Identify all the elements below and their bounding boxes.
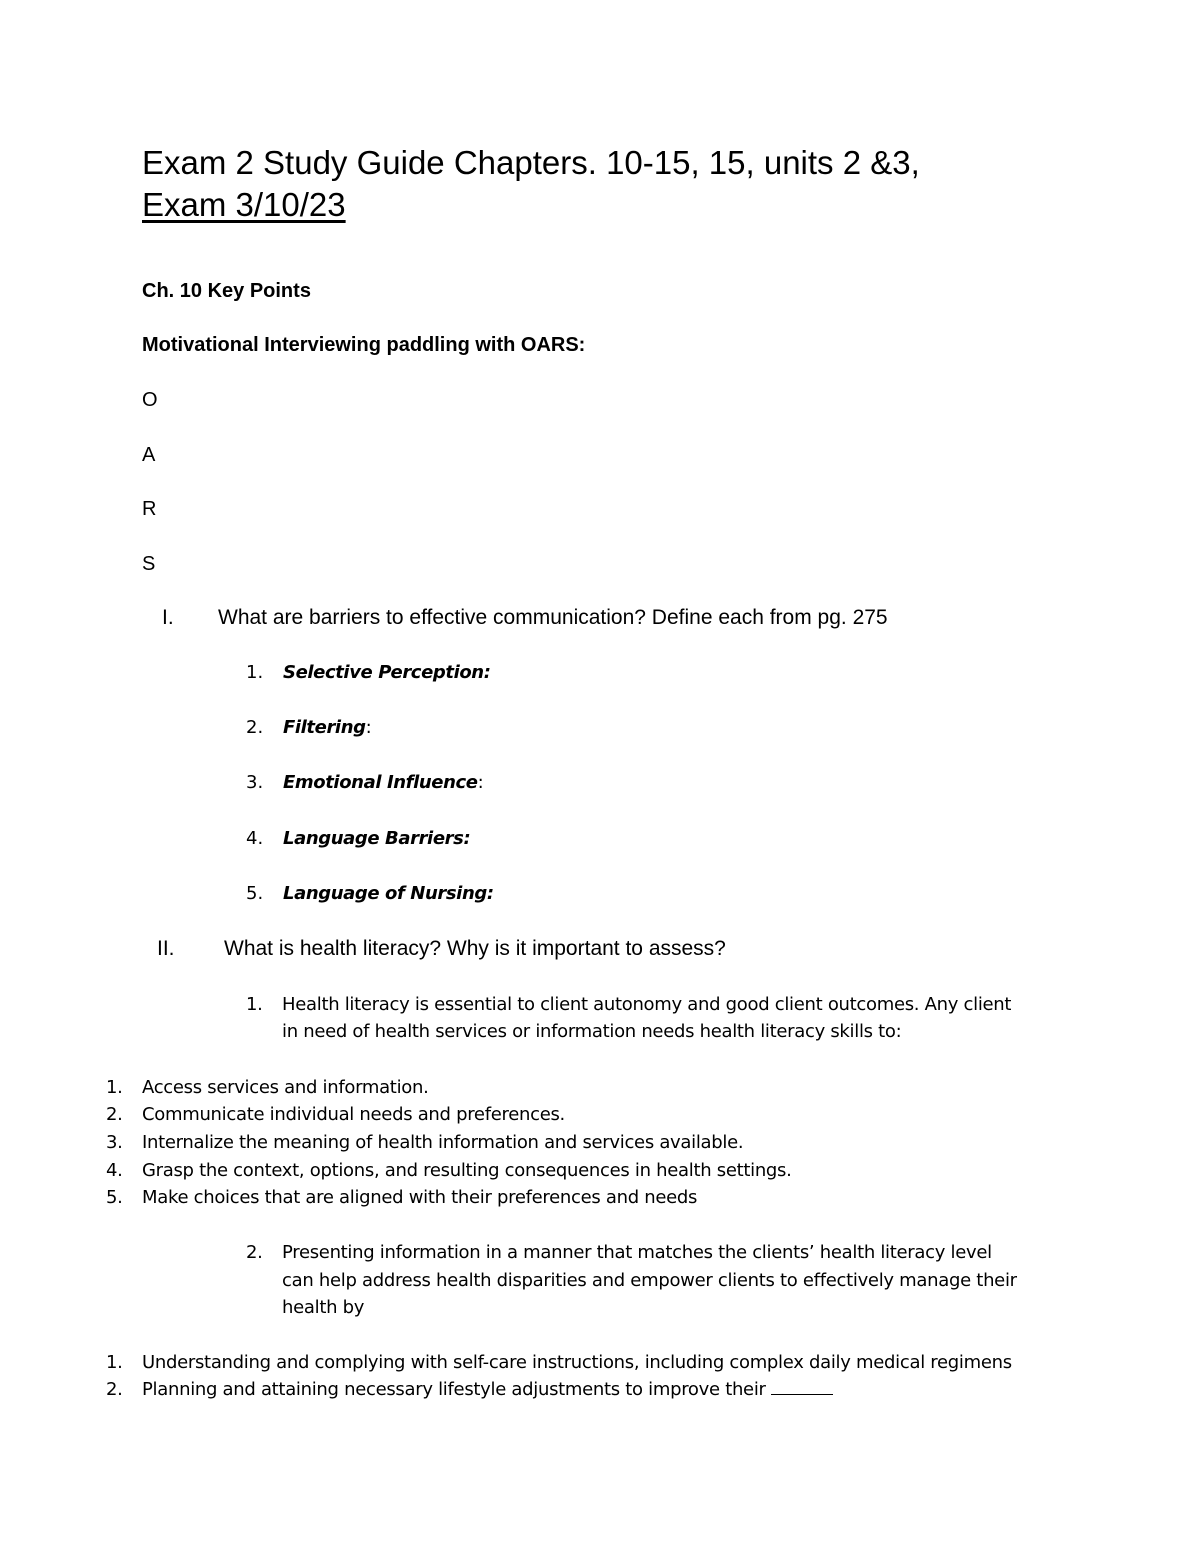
point-2-number: 2. (246, 1242, 263, 1263)
list-text: Make choices that are aligned with their preferences and needs (142, 1187, 698, 1208)
list-text: Access services and information. (142, 1077, 429, 1098)
barrier-number: 3. (246, 772, 264, 793)
list-number: 5. (106, 1187, 123, 1208)
barrier-term: Selective Perception (283, 662, 484, 683)
section-heading: Ch. 10 Key Points (142, 280, 311, 302)
point-2-line-3: health by (282, 1297, 365, 1318)
barrier-term: Language Barriers (283, 828, 464, 849)
list-text: Grasp the context, options, and resulting consequences in health settings. (142, 1160, 792, 1181)
list-text: Internalize the meaning of health information and services available. (142, 1132, 744, 1153)
question-2-marker: II. (157, 937, 175, 960)
list-item (106, 1132, 743, 1153)
question-1-marker: I. (162, 606, 174, 629)
title-line-2: Exam 3/10/23 (142, 186, 346, 223)
oars-letter-r: R (142, 498, 157, 520)
barrier-number: 5. (246, 883, 264, 904)
barrier-number: 2. (246, 717, 264, 738)
oars-letter-s: S (142, 553, 156, 575)
list-number: 4. (106, 1160, 123, 1181)
document-title (142, 142, 920, 226)
list-item (106, 1077, 429, 1098)
list-text: Understanding and complying with self-care instructions, including complex daily medical regimens (142, 1352, 1012, 1373)
barrier-colon: : (463, 828, 471, 849)
barrier-colon: : (483, 662, 491, 683)
barrier-term: Filtering (283, 717, 366, 738)
list-item (106, 1104, 565, 1125)
point-2-line-1: Presenting information in a manner that matches the clients’ health literacy level (282, 1242, 992, 1263)
barrier-item (246, 717, 372, 738)
list-text: Communicate individual needs and preferences. (142, 1104, 565, 1125)
point-1-line-2: in need of health services or information needs health literacy skills to: (282, 1021, 902, 1042)
list-item (106, 1187, 697, 1208)
barrier-item (246, 772, 484, 793)
barrier-number: 4. (246, 828, 264, 849)
barrier-colon: : (365, 717, 372, 738)
list-item (106, 1352, 1012, 1373)
barrier-item (246, 662, 491, 683)
list-number: 2. (106, 1379, 123, 1400)
list-text: Planning and attaining necessary lifestyle adjustments to improve their (142, 1379, 772, 1400)
oars-letter-o: O (142, 389, 158, 411)
mi-heading: Motivational Interviewing paddling with OARS: (142, 334, 586, 356)
fill-in-blank (771, 1380, 833, 1395)
list-number: 1. (106, 1352, 123, 1373)
barrier-colon: : (477, 772, 484, 793)
barrier-number: 1. (246, 662, 264, 683)
list-number: 1. (106, 1077, 123, 1098)
oars-letter-a: A (142, 444, 156, 466)
title-line-1: Exam 2 Study Guide Chapters. 10-15, 15, units 2 &3, (142, 144, 920, 181)
point-1-number: 1. (246, 994, 263, 1015)
point-2-line-2: can help address health disparities and empower clients to effectively manage their (282, 1270, 1017, 1291)
list-item (106, 1160, 792, 1181)
question-2-text: What is health literacy? Why is it important to assess? (224, 937, 726, 960)
question-1-text: What are barriers to effective communication? Define each from pg. 275 (218, 606, 888, 629)
barrier-colon: : (486, 883, 494, 904)
point-1-line-1: Health literacy is essential to client autonomy and good client outcomes. Any client (282, 994, 1012, 1015)
list-number: 2. (106, 1104, 123, 1125)
barrier-item (246, 883, 494, 904)
barrier-term: Language of Nursing (283, 883, 487, 904)
list-number: 3. (106, 1132, 123, 1153)
barrier-item (246, 828, 470, 849)
barrier-term: Emotional Influence (283, 772, 478, 793)
list-item (106, 1379, 833, 1400)
